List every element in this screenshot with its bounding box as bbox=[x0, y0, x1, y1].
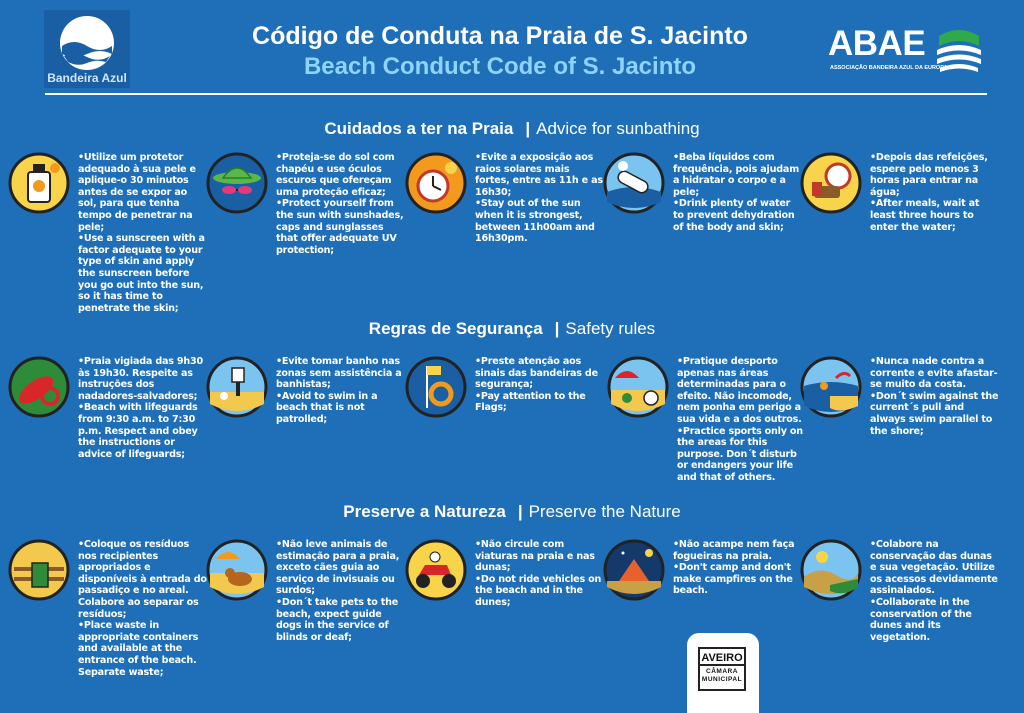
safety-text bbox=[870, 356, 1000, 437]
section-title-separator: | bbox=[554, 319, 560, 338]
nature-text-en: •Place waste in appropriate containers and available at the entrance of the beach. Separate waste; bbox=[78, 620, 199, 678]
section-title-pt: Cuidados a ter na Praia bbox=[324, 119, 514, 138]
clock-sun-icon bbox=[405, 152, 467, 214]
advice-text-en: •Use a sunscreen with a factor adequate to your type of skin and apply the sunscreen before you go out into the sun, so it has time to penetrate the skin; bbox=[78, 233, 205, 314]
bandeira-azul-logo bbox=[44, 10, 130, 88]
advice-text-en: •Drink plenty of water to prevent dehydration of the body and skin; bbox=[673, 198, 795, 233]
dog-beach-icon bbox=[206, 539, 268, 601]
safety-text-pt: •Nunca nade contra a corrente e evite afastar-se muito da costa. bbox=[870, 356, 998, 391]
safety-text-en: •Beach with lifeguards from 9:30 a.m. to 7:30 p.m. Respect and obey the instructions or advice of lifeguards; bbox=[78, 402, 198, 460]
camara-municipal-logo bbox=[687, 633, 759, 713]
camara-logo-box bbox=[698, 647, 746, 691]
advice-text-en: •Stay out of the sun when it is strongest, between 11h00am and 16h30pm. bbox=[475, 198, 595, 245]
safety-text-pt: •Praia vigiada das 9h30 às 19h30. Respeite as instruções dos nadadores-salvadores; bbox=[78, 356, 203, 402]
nature-text-pt: •Não leve animais de estimação para a praia, exceto cães guia ao serviço de invisuais ou surdos; bbox=[276, 539, 400, 597]
flag-lifebuoy-icon bbox=[405, 356, 467, 418]
section-title-nature bbox=[0, 502, 1024, 522]
unpatrolled-beach-icon bbox=[206, 356, 268, 418]
nature-text bbox=[870, 539, 1000, 643]
section-title-separator: | bbox=[517, 502, 523, 521]
safety-text-pt: •Preste atenção aos sinais das bandeiras de segurança; bbox=[475, 356, 598, 391]
nature-text bbox=[475, 539, 605, 609]
section-title-pt: Regras de Segurança bbox=[368, 319, 543, 338]
advice-text bbox=[475, 152, 605, 245]
swimmer-current-icon bbox=[800, 356, 862, 418]
meal-clock-icon bbox=[800, 152, 862, 214]
quad-vehicle-icon bbox=[405, 539, 467, 601]
nature-text-pt: •Não acampe nem faça fogueiras na praia. bbox=[673, 539, 795, 562]
advice-text-pt: •Utilize um protetor adequado à sua pele e aplique-o 30 minutos antes de se expor ao sol, para que tenha tempo de penetrar na pele; bbox=[78, 152, 196, 233]
section-title-en: Advice for sunbathing bbox=[536, 119, 700, 138]
safety-text bbox=[276, 356, 406, 426]
advice-text bbox=[673, 152, 803, 233]
section-title-safety bbox=[0, 319, 1024, 339]
safety-text-en: •Avoid to swim in a beach that is not patrolled; bbox=[276, 390, 378, 425]
page-subtitle: Beach Conduct Code of S. Jacinto bbox=[303, 53, 697, 80]
section-title-en: Preserve the Nature bbox=[528, 502, 681, 521]
abae-logo-text: ABAE bbox=[828, 24, 926, 63]
advice-text-en: •After meals, wait at least three hours to enter the water; bbox=[870, 198, 980, 233]
blue-flag-icon bbox=[56, 14, 118, 72]
dunes-vegetation-icon bbox=[800, 539, 862, 601]
tent-night-icon bbox=[603, 539, 665, 601]
abae-logo-subtitle: ASSOCIAÇÃO BANDEIRA AZUL DA EUROPA bbox=[830, 65, 948, 71]
advice-text bbox=[78, 152, 208, 314]
safety-text-en: •Don´t swim against the current´s pull and always swim parallel to the shore; bbox=[870, 390, 999, 437]
safety-text-pt: •Evite tomar banho nas zonas sem assistência a banhistas; bbox=[276, 356, 402, 391]
nature-text-pt: •Colabore na conservação das dunas e sua vegetação. Utilize os acessos devidamente assinalados. bbox=[870, 539, 998, 597]
nature-text-en: •Collaborate in the conservation of the dunes and its vegetation. bbox=[870, 596, 972, 643]
nature-text-pt: •Coloque os resíduos nos recipientes apropriados e disponíveis à entrada do passadiço e no areal. Colabore ao separar os resíduos; bbox=[78, 539, 207, 620]
nature-text-en: •Don't camp and don't make campfires on the beach. bbox=[673, 562, 793, 597]
section-title-en: Safety rules bbox=[565, 319, 656, 338]
page-title: Código de Conduta na Praia de S. Jacinto bbox=[252, 22, 748, 50]
hat-sunglasses-icon bbox=[206, 152, 268, 214]
bandeira-azul-label: Bandeira Azul bbox=[47, 71, 127, 85]
camara-logo-label: CÂMARA MUNICIPAL bbox=[701, 668, 743, 683]
safety-text bbox=[78, 356, 208, 460]
advice-text-en: •Protect yourself from the sun with sunshades, caps and sunglasses that offer adequate UV protection; bbox=[276, 198, 404, 256]
nature-text-en: •Don´t take pets to the beach, expect guide dogs in the service of blinds or deaf; bbox=[276, 596, 399, 643]
beach-sports-icon bbox=[607, 356, 669, 418]
abae-logo bbox=[828, 26, 988, 76]
nature-text bbox=[276, 539, 406, 643]
waste-bin-icon bbox=[8, 539, 70, 601]
lifeguard-board-icon bbox=[8, 356, 70, 418]
safety-text-pt: •Pratique desporto apenas nas áreas determinadas para o efeito. Não incomode, nem ponha em perigo a sua vida e a dos outros. bbox=[677, 356, 802, 425]
safety-text-en: •Pay attention to the Flags; bbox=[475, 390, 586, 414]
safety-text bbox=[475, 356, 605, 414]
advice-text bbox=[870, 152, 1000, 233]
advice-text bbox=[276, 152, 406, 256]
advice-text-pt: •Evite a exposição aos raios solares mais fortes, entre as 11h e as 16h30; bbox=[475, 152, 603, 198]
water-bottle-icon bbox=[603, 152, 665, 214]
header-divider bbox=[45, 93, 987, 95]
nature-text bbox=[78, 539, 208, 678]
section-title-pt: Preserve a Natureza bbox=[343, 502, 506, 521]
camara-logo-city: AVEIRO bbox=[701, 652, 743, 664]
safety-text bbox=[677, 356, 807, 484]
sunscreen-icon bbox=[8, 152, 70, 214]
safety-text-en: •Practice sports only on the areas for this purpose. Don´t disturb or endangers your life and that of others. bbox=[677, 425, 803, 483]
section-title-sunbathing bbox=[0, 119, 1024, 139]
advice-text-pt: •Depois das refeições, espere pelo menos 3 horas para entrar na água; bbox=[870, 152, 988, 198]
section-title-separator: | bbox=[525, 119, 531, 138]
advice-text-pt: •Proteja-se do sol com chapéu e use óculos escuros que ofereçam uma proteção eficaz; bbox=[276, 152, 395, 198]
advice-text-pt: •Beba líquidos com frequência, pois ajudam a hidratar o corpo e a pele; bbox=[673, 152, 800, 198]
nature-text bbox=[673, 539, 803, 597]
nature-text-en: •Do not ride vehicles on the beach and in the dunes; bbox=[475, 573, 602, 608]
nature-text-pt: •Não circule com viaturas na praia e nas dunas; bbox=[475, 539, 595, 574]
